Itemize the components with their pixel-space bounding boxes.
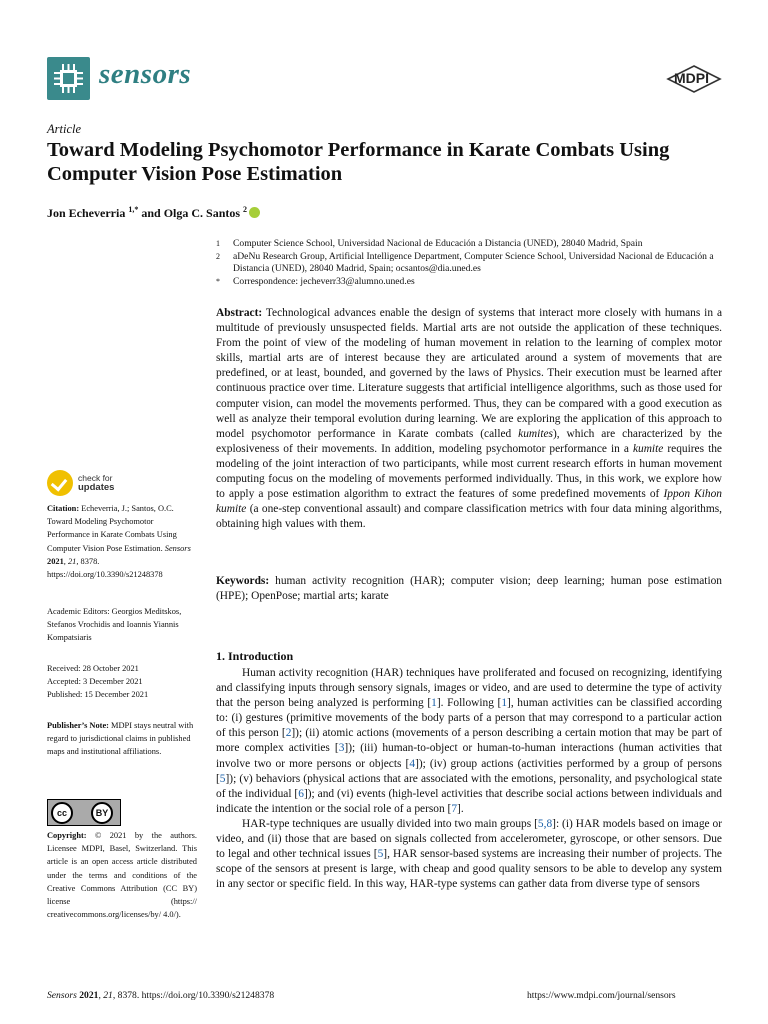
affiliation-mark: 1 xyxy=(216,239,220,248)
paragraph-text: ]); (iii) human-to-object or human-to-human interactions (human activities that involve two or more persons or objects [ xyxy=(216,742,722,770)
paragraph-text: ]); and (vi) events (high-level activities that describe social actions between individuals and indicate the intention or the social role of a person [ xyxy=(216,787,722,815)
affiliations xyxy=(216,238,726,288)
abstract-term: kumite xyxy=(632,442,664,455)
reference-link[interactable]: 7 xyxy=(451,802,458,815)
affiliation-item xyxy=(216,276,726,289)
author-2: Olga C. Santos xyxy=(163,206,241,220)
reference-link[interactable]: 1 xyxy=(431,697,437,710)
affiliation-text: Correspondence: jecheverr33@alumno.uned.es xyxy=(233,275,415,287)
journal-name: sensors xyxy=(99,58,192,90)
check-updates-icon xyxy=(47,470,73,496)
copyright xyxy=(47,829,197,921)
citation-label: Citation: xyxy=(47,504,80,513)
attribution-icon: BY xyxy=(91,802,113,824)
reference-link[interactable]: 1 xyxy=(501,697,508,710)
affiliation-item xyxy=(216,238,726,251)
publishers-note xyxy=(47,719,197,759)
check-updates-line2: updates xyxy=(78,482,115,493)
affiliation-mark: * xyxy=(216,276,220,286)
publication-dates xyxy=(47,662,197,702)
paragraph-text: Human activity recognition (HAR) techniques have proliferated and focused on recognizing, identifying and classifying inputs through sensory signals, images or video, and are used to determine the type of activity that the person being analyzed is performing [ xyxy=(216,667,722,710)
publishers-note-text: MDPI stays neutral with regard to jurisdictional claims in published maps and institutional affiliations. xyxy=(47,721,194,757)
affiliation-text: aDeNu Research Group, Artificial Intelligence Department, Computer Science School, Universidad Nacional de Educación a Distancia (UNED), 28040 Madrid, Spain; ocsantos@dia.uned.es xyxy=(233,250,714,274)
copyright-text: © 2021 by the authors. Licensee MDPI, Basel, Switzerland. This article is an open access article distributed under the terms and conditions of the Creative Commons Attribution (CC BY) license (https:// creativecommons.org/licenses/by/ 4.0/). xyxy=(47,831,197,920)
keywords xyxy=(216,574,722,604)
cc-by-license-badge[interactable] xyxy=(47,799,121,826)
paragraph-text: ], human activities can be classified according to: (i) gestures (primitive movements of the body parts of a person that may correspond to a particular action of this person [ xyxy=(216,697,723,740)
citation xyxy=(47,502,197,581)
abstract-text: requires the modeling of the joint interaction of two participants, while most current research efforts in human movement computing focus on the modeling of movements performed individually. Thus, in this work, we explore how to apply a pose estimation algorithm to extract the features of some predefined movements of xyxy=(216,442,722,501)
footer-journal: Sensors xyxy=(47,990,77,1001)
author-separator: and xyxy=(138,206,164,220)
abstract-label: Abstract: xyxy=(216,307,263,319)
citation-doi[interactable]: , 8378. https://doi.org/10.3390/s21248378 xyxy=(47,556,163,580)
mdpi-logo xyxy=(665,64,723,99)
reference-link[interactable]: 2 xyxy=(285,727,292,740)
author-2-affiliation: 2 xyxy=(243,205,248,214)
abstract-term: kumites xyxy=(518,427,553,440)
footer-citation xyxy=(47,990,274,1001)
copyright-label: Copyright: xyxy=(47,831,87,840)
reference-link[interactable]: 6 xyxy=(298,787,304,800)
section-heading: 1. Introduction xyxy=(216,649,294,663)
abstract-term: Ippon Kihon kumite xyxy=(216,488,722,516)
author-list xyxy=(47,205,260,221)
keywords-label: Keywords: xyxy=(216,575,270,587)
author-1: Jon Echeverria xyxy=(47,206,126,220)
reference-link[interactable]: 3 xyxy=(338,742,345,755)
citation-volume: , 21 xyxy=(63,556,77,566)
article-type: Article xyxy=(47,122,82,136)
footer-doi[interactable]: , 8378. https://doi.org/10.3390/s21248378 xyxy=(112,990,275,1001)
citation-text: Echeverria, J.; Santos, O.C. Toward Modeling Psychomotor Performance in Karate Combats Using Computer Vision Pose Estimation. xyxy=(47,504,177,553)
published-date: Published: 15 December 2021 xyxy=(47,690,149,700)
footer-year: 2021 xyxy=(76,990,99,1001)
abstract-text: ), which are characterized by the explosiveness of their movements. In addition, modeling psychomotor performance in a xyxy=(216,427,723,455)
paragraph-text: ]. Following [ xyxy=(436,697,502,710)
reference-link[interactable]: 5 xyxy=(219,772,226,785)
check-updates-line1: check for xyxy=(78,473,113,483)
paragraph-text: ], HAR sensor-based systems are increasing their number of projects. The scope of the sensors at present is large, with cheap and good quality sensors to be able to develop any system in any sector or specific field. In this way, HAR-type systems can gather data from diverse type of sensors xyxy=(216,848,722,891)
article-title: Toward Modeling Psychomotor Performance in Karate Combats Using Computer Vision Pose Estimation xyxy=(47,139,670,185)
academic-editors: Academic Editors: Georgios Meditskos, Stefanos Vrochidis and Ioannis Yiannis Kompatsiaris xyxy=(47,607,182,643)
abstract-text: Technological advances enable the design of systems that interact more closely with humans in a multitude of previously unsuspected fields. Martial arts are not outside the application of these techniques. From the point of view of the modeling of human movement in relation to the learning of complex motor skills, martial arts are of interest because they are articulated around a system of movements that are predefined, or at least, bounded, and governed by the laws of Physics. Their execution must be learned after continuous practice over time. Literature suggests that artificial intelligence algorithms, such as those used for computer vision, can model the movements performed. Thus, they can be compared with a good execution as well as analyze their temporal evolution during learning. We are exploring the application of this approach to model psychomotor performance in Karate combats (called xyxy=(216,307,722,440)
abstract xyxy=(216,306,722,532)
paragraph-text: HAR-type techniques are usually divided into two main groups [ xyxy=(242,817,538,830)
received-date: Received: 28 October 2021 xyxy=(47,664,139,673)
check-for-updates-button[interactable] xyxy=(47,470,114,496)
publisher-name: MDPI xyxy=(674,70,709,86)
introduction-body xyxy=(216,666,722,892)
affiliation-text: Computer Science School, Universidad Nacional de Educación a Distancia (UNED), 28040 Madrid, Spain xyxy=(233,238,643,249)
paragraph-text: ]. xyxy=(457,802,464,815)
author-1-affiliation: 1,* xyxy=(128,205,139,214)
footer-volume: , 21 xyxy=(98,990,113,1001)
paragraph-text: ]); (iv) group actions (activities performed by a group of persons [ xyxy=(216,757,722,785)
footer-journal-url[interactable]: https://www.mdpi.com/journal/sensors xyxy=(527,990,676,1001)
orcid-icon[interactable] xyxy=(249,207,260,218)
paragraph xyxy=(216,666,722,817)
chip-icon xyxy=(47,57,90,100)
citation-year: 2021 xyxy=(47,556,64,566)
paragraph-text: ]: (i) HAR models based on image or video, and (ii) those that are based on signals collected from accelerometer, gyroscope, or other sensors. Due to legal and other technical issues [ xyxy=(216,817,722,861)
reference-link[interactable]: 5 xyxy=(377,848,384,861)
keywords-text: human activity recognition (HAR); computer vision; deep learning; human pose estimation (HPE); OpenPose; martial arts; karate xyxy=(216,575,722,603)
check-updates-label xyxy=(78,474,114,492)
paragraph xyxy=(216,817,722,892)
paragraph-text: ]); (ii) atomic actions (movements of a person describing a certain motion that may be part of more complex activities [ xyxy=(216,727,722,755)
creative-commons-icon: cc xyxy=(51,802,73,824)
citation-journal: Sensors xyxy=(164,543,191,553)
journal-logo xyxy=(47,57,90,100)
affiliation-mark: 2 xyxy=(216,251,220,261)
reference-link[interactable]: 4 xyxy=(409,757,416,770)
accepted-date: Accepted: 3 December 2021 xyxy=(47,677,143,687)
paragraph-text: ]); (v) behaviors (physical actions that are associated with the emotions, personality, and psychological state of the individual [ xyxy=(216,772,722,800)
affiliation-item xyxy=(216,251,726,276)
reference-link[interactable]: 5,8 xyxy=(537,817,553,830)
publishers-note-label: Publisher’s Note: xyxy=(47,721,109,730)
abstract-text: (a one-step conventional assault) and compare classification metrics with four data mining algorithms, obtaining high values with them. xyxy=(216,503,722,531)
